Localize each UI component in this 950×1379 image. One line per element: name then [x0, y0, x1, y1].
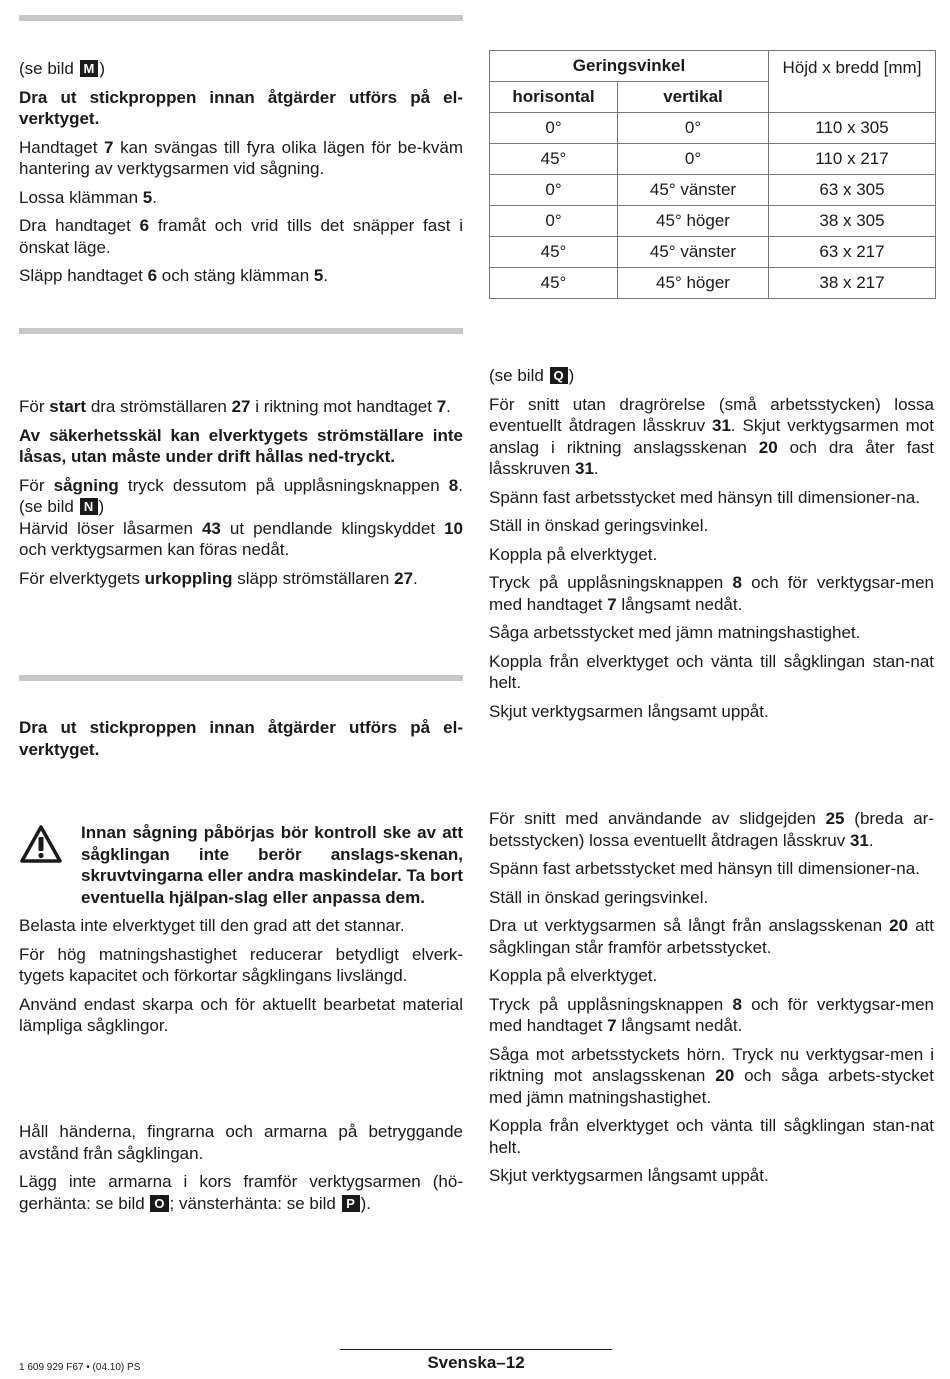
figure-reference: (se bild Q ) — [489, 366, 575, 385]
paragraph: Dra handtaget 6 framåt och vrid tills det snäpper fast i önskat läge. — [19, 216, 464, 257]
paragraph: Koppla från elverktyget och vänta till sågklingan stan-nat helt. — [489, 1116, 934, 1157]
paragraph: För elverktygets urkoppling släpp strömställaren 27. — [19, 568, 418, 588]
paragraph: Dra ut verktygsarmen så långt från anslagsskenan 20 att sågklingan står framför arbetsstycket. — [489, 916, 935, 957]
paragraph: Håll händerna, fingrarna och armarna på betryggande avstånd från sågklingan. — [19, 1122, 463, 1163]
table-header-horizontal: horisontal — [490, 82, 618, 113]
table-row: 45° 45° höger 38 x 217 — [490, 268, 936, 299]
section-divider — [19, 328, 463, 334]
section-cut-without-slide — [489, 365, 934, 729]
section-divider — [19, 15, 463, 21]
table-header-miter: Geringsvinkel — [490, 51, 769, 82]
paragraph: Koppla från elverktyget och vänta till sågklingan stan-nat helt. — [489, 651, 934, 692]
paragraph: Tryck på upplåsningsknappen 8 och för verktygsar-men med handtaget 7 långsamt nedåt. — [489, 994, 934, 1035]
paragraph: För sågning tryck dessutom på upplåsningsknappen 8. (se bild N ) Härvid löser låsarmen 43 ut pendlande klingskyddet 10 och verktygsarmen kan föras nedåt. — [19, 475, 463, 559]
section-cut-with-slide — [489, 808, 934, 1194]
paragraph: Lägg inte armarna i kors framför verktygsarmen (hö-gerhänta: se bild O ; vänsterhänta: se bild P ). — [19, 1172, 463, 1213]
section-divider — [19, 675, 463, 681]
paragraph: Såga arbetsstycket med jämn matningshastighet. — [489, 623, 861, 642]
paragraph: För snitt med användande av slidgejden 25 (breda ar-betsstycken) lossa eventuellt åtdragen låsskruv 31. — [489, 809, 934, 850]
cutting-capacity-table — [489, 50, 936, 299]
section-start — [19, 396, 463, 596]
warning-text: Dra ut stickproppen innan åtgärder utförs på el-verktyget. — [19, 718, 463, 759]
warning-text: Av säkerhetsskäl kan elverktygets strömställare inte låsas, utan måste under drift hållas ned-tryckt. — [19, 425, 463, 466]
warning-triangle-icon — [19, 824, 63, 908]
figure-badge: N — [80, 498, 98, 515]
warning-text: Dra ut stickproppen innan åtgärder utförs på el-verktyget. — [19, 87, 463, 128]
section-handle — [19, 58, 463, 294]
figure-badge: O — [150, 1195, 168, 1212]
footer-rule — [340, 1349, 612, 1350]
table-row: 0° 45° höger 38 x 305 — [490, 206, 936, 237]
paragraph: Använd endast skarpa och för aktuellt bearbetat material lämpliga sågklingor. — [19, 994, 463, 1035]
paragraph: Ställ in önskad geringsvinkel. — [489, 516, 709, 535]
table-row: 0° 45° vänster 63 x 305 — [490, 175, 936, 206]
paragraph: Skjut verktygsarmen långsamt uppåt. — [489, 1166, 769, 1185]
paragraph: För start dra strömställaren 27 i riktning mot handtaget 7. — [19, 397, 451, 416]
paragraph: Spänn fast arbetsstycket med hänsyn till dimensioner-na. — [489, 487, 920, 507]
page-number: Svenska–12 — [427, 1353, 525, 1372]
table-row: 0° 0° 110 x 305 — [490, 113, 936, 144]
paragraph: För hög matningshastighet reducerar betydligt elverk-tygets kapacitet och förkortar sågklingans livslängd. — [19, 944, 463, 985]
paragraph: Koppla på elverktyget. — [489, 966, 658, 985]
paragraph: Koppla på elverktyget. — [489, 544, 658, 564]
paragraph: För snitt utan dragrörelse (små arbetsstycken) lossa eventuellt åtdragen låsskruv 31. Skjut verktygsarmen mot anslag i riktning anslagsskenan 20 och dra åter fast låsskruven 31. — [489, 394, 934, 478]
figure-badge: Q — [550, 367, 568, 384]
table-row: 45° 0° 110 x 217 — [490, 144, 936, 175]
warning-text: Innan sågning påbörjas bör kontroll ske av att sågklingan inte berör anslags-skenan, skruvtvingarna eller andra maskindelar. Ta bort eventuella hjälpan-slag eller anpassa dem. — [81, 823, 463, 907]
paragraph: Handtaget 7 kan svängas till fyra olika lägen för be-kväm hantering av verktygsarmen vid sågning. — [19, 137, 463, 178]
table-header-dimensions: Höjd x bredd [mm] — [769, 51, 936, 113]
paragraph: Spänn fast arbetsstycket med hänsyn till dimensioner-na. — [489, 859, 920, 878]
table-row: 45° 45° vänster 63 x 217 — [490, 237, 936, 268]
paragraph: Belasta inte elverktyget till den grad att det stannar. — [19, 916, 405, 935]
paragraph: Släpp handtaget 6 och stäng klämman 5. — [19, 266, 329, 285]
section-sawing — [19, 822, 463, 1044]
section-unplug — [19, 717, 463, 767]
figure-badge: P — [342, 1195, 360, 1212]
paragraph: Tryck på upplåsningsknappen 8 och för verktygsar-men med handtaget 7 långsamt nedåt. — [489, 573, 934, 614]
paragraph: Skjut verktygsarmen långsamt uppåt. — [489, 701, 769, 721]
document-code: 1 609 929 F67 • (04.10) PS — [19, 1362, 141, 1373]
paragraph: Ställ in önskad geringsvinkel. — [489, 887, 709, 907]
section-hands — [19, 1121, 463, 1221]
paragraph: Såga mot arbetsstyckets hörn. Tryck nu verktygsar-men i riktning mot anslagsskenan 20 och såga arbets-stycket med jämn matningshastighet. — [489, 1044, 934, 1107]
figure-reference: (se bild M ) — [19, 59, 106, 78]
paragraph: Lossa klämman 5. — [19, 187, 157, 207]
table-header-vertical: vertikal — [618, 82, 769, 113]
figure-badge: M — [80, 60, 99, 77]
